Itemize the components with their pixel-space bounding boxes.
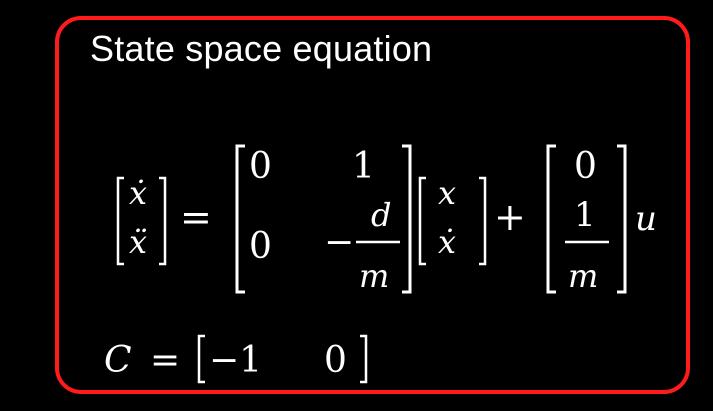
x-dot-entry: ẋ bbox=[129, 174, 148, 212]
slide-title: State space equation bbox=[90, 28, 433, 69]
output-equals: = bbox=[150, 340, 181, 381]
input-u: u bbox=[635, 199, 657, 239]
x-entry: x bbox=[438, 174, 457, 212]
matrix-a-21: 0 bbox=[249, 226, 272, 267]
fraction-denominator-m: m bbox=[359, 257, 390, 295]
fraction-numerator-d: d bbox=[371, 196, 392, 234]
output-c-2: 0 bbox=[324, 340, 347, 381]
equals-sign: = bbox=[180, 195, 212, 239]
minus-sign: − bbox=[324, 222, 355, 263]
matrix-a-11: 0 bbox=[249, 146, 272, 187]
output-c-1: −1 bbox=[209, 340, 263, 381]
x-dot-state-entry: ẋ bbox=[438, 223, 457, 261]
x-ddot-entry: ẍ bbox=[129, 223, 148, 261]
plus-sign: + bbox=[494, 195, 526, 239]
matrix-b-numerator: 1 bbox=[574, 195, 596, 235]
matrix-b-denominator: m bbox=[568, 257, 599, 295]
matrix-b-1: 0 bbox=[574, 146, 597, 187]
output-lhs-c: C bbox=[104, 340, 132, 381]
matrix-a-12: 1 bbox=[352, 146, 375, 187]
